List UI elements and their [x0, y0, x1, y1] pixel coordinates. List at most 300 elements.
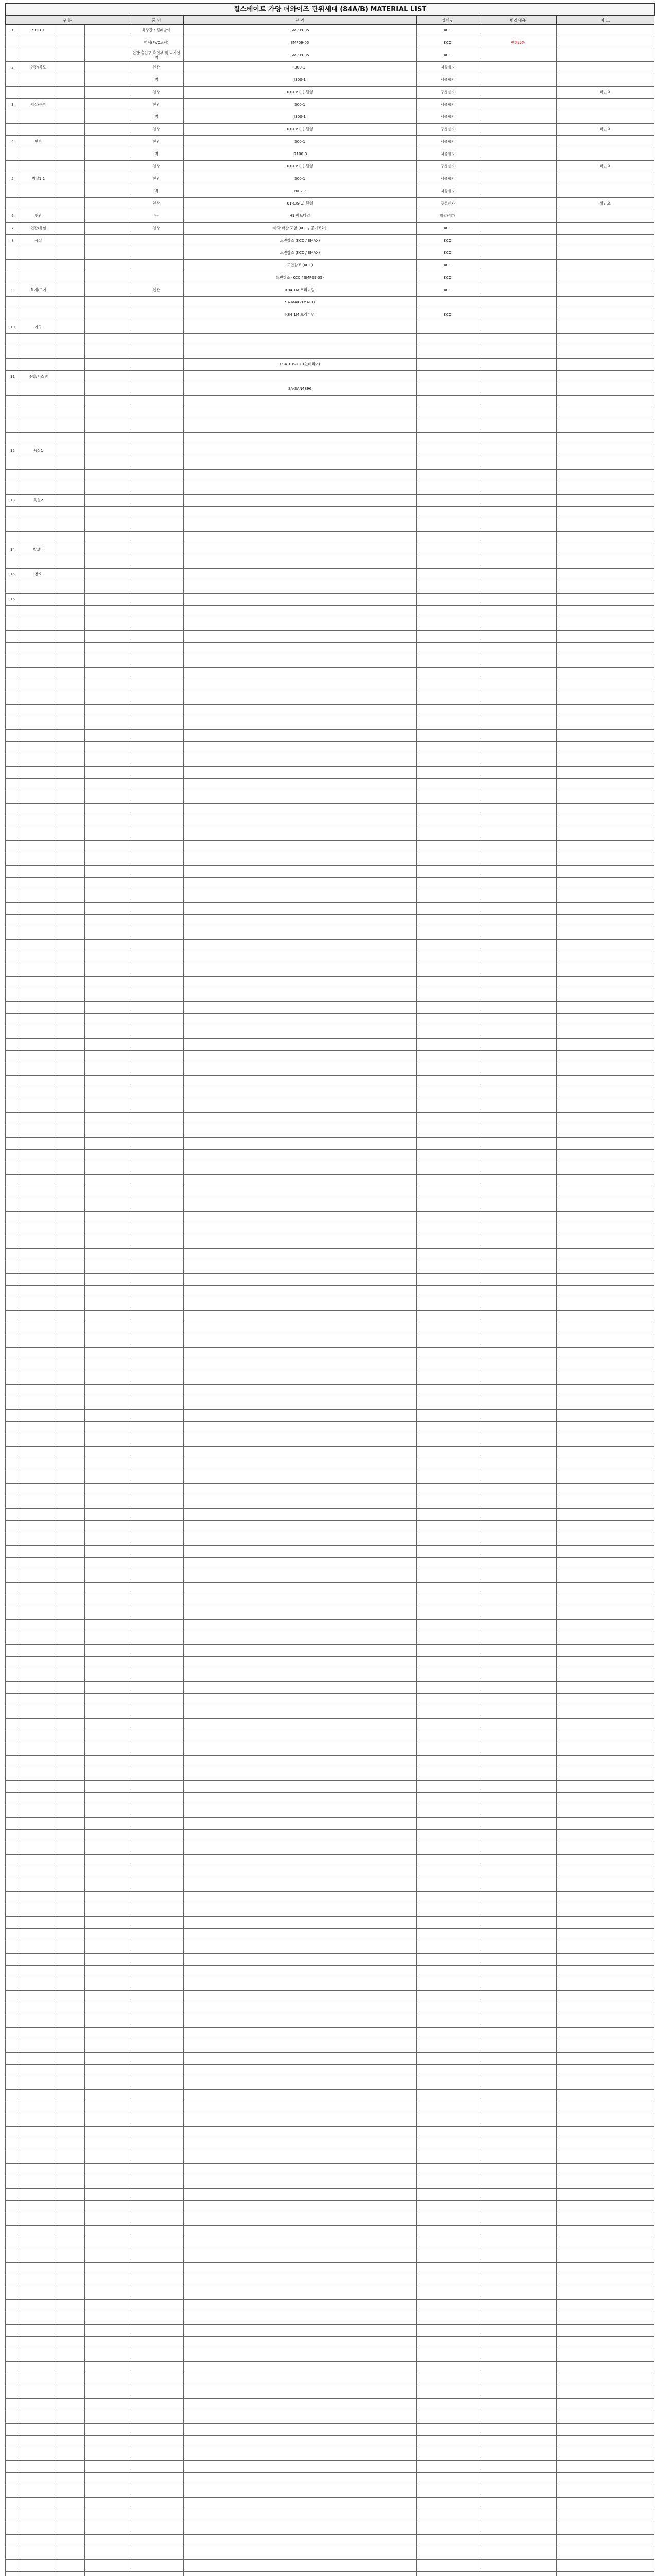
table-row	[6, 1039, 654, 1051]
supplier-cell	[417, 1830, 479, 1842]
detail-cell	[85, 841, 129, 853]
row-number	[6, 1410, 20, 1422]
table-row	[6, 2498, 654, 2510]
spec-cell: K84 1M 프리미엄	[184, 309, 417, 321]
subcategory-cell	[57, 2040, 85, 2053]
supplier-cell	[417, 2337, 479, 2349]
remark-cell	[557, 482, 654, 495]
subcategory-cell	[57, 346, 85, 359]
supplier-cell	[417, 915, 479, 927]
category-cell	[20, 1113, 57, 1125]
subcategory-cell	[57, 1286, 85, 1298]
remark-cell	[557, 1372, 654, 1385]
row-number	[6, 1682, 20, 1694]
remark-cell	[557, 804, 654, 816]
category-cell	[20, 1026, 57, 1039]
subcategory-cell	[57, 1632, 85, 1645]
item-cell	[129, 2213, 184, 2226]
category-cell	[20, 124, 57, 136]
subcategory-cell	[57, 2535, 85, 2547]
table-row	[6, 457, 654, 470]
remark-cell	[557, 185, 654, 198]
change-cell	[479, 594, 557, 606]
item-cell: 천장	[129, 161, 184, 173]
change-cell	[479, 2250, 557, 2263]
detail-cell	[85, 223, 129, 235]
remark-cell	[557, 730, 654, 742]
spec-cell	[184, 927, 417, 940]
change-cell	[479, 952, 557, 964]
spec-cell	[184, 1113, 417, 1125]
item-cell	[129, 2189, 184, 2201]
spec-cell	[184, 754, 417, 767]
detail-cell	[85, 1484, 129, 1496]
spec-cell	[184, 1620, 417, 1632]
subcategory-cell	[57, 754, 85, 767]
change-cell	[479, 791, 557, 804]
subcategory-cell	[57, 1879, 85, 1892]
spec-cell	[184, 828, 417, 841]
category-cell: 목재/도어	[20, 284, 57, 297]
remark-cell	[557, 2473, 654, 2485]
category-cell	[20, 1620, 57, 1632]
row-number	[6, 1187, 20, 1199]
supplier-cell	[417, 1805, 479, 1818]
detail-cell	[85, 1558, 129, 1570]
row-number	[6, 2386, 20, 2399]
item-cell	[129, 2127, 184, 2139]
spec-cell	[184, 1855, 417, 1867]
category-cell	[20, 1385, 57, 1397]
table-row	[6, 1088, 654, 1100]
table-row	[6, 655, 654, 668]
item-cell	[129, 1274, 184, 1286]
supplier-cell: KCC	[417, 260, 479, 272]
spec-cell	[184, 2176, 417, 2189]
spec-cell	[184, 1805, 417, 1818]
table-row	[6, 2374, 654, 2386]
change-cell	[479, 1311, 557, 1323]
item-cell	[129, 853, 184, 866]
table-row	[6, 890, 654, 903]
subcategory-cell	[57, 2077, 85, 2090]
row-number	[6, 1372, 20, 1385]
spec-cell	[184, 1546, 417, 1558]
subcategory-cell	[57, 235, 85, 247]
detail-cell	[85, 433, 129, 445]
supplier-cell	[417, 334, 479, 346]
item-cell	[129, 742, 184, 754]
detail-cell	[85, 49, 129, 62]
remark-cell	[557, 2189, 654, 2201]
detail-cell	[85, 445, 129, 457]
category-cell	[20, 2189, 57, 2201]
remark-cell	[557, 1039, 654, 1051]
change-cell	[479, 1917, 557, 1929]
detail-cell	[85, 1781, 129, 1793]
table-row	[6, 2510, 654, 2522]
category-cell: 현관/복도	[20, 62, 57, 74]
category-cell	[20, 1904, 57, 1917]
detail-cell	[85, 1348, 129, 1360]
detail-cell	[85, 816, 129, 828]
spec-cell	[184, 569, 417, 581]
row-number	[6, 927, 20, 940]
change-cell	[479, 1929, 557, 1941]
item-cell	[129, 2003, 184, 2015]
row-number: 9	[6, 284, 20, 297]
table-row	[6, 816, 654, 828]
change-cell	[479, 1892, 557, 1904]
table-row	[6, 198, 654, 210]
remark-cell	[557, 1360, 654, 1372]
remark-cell: 확인요	[557, 87, 654, 99]
subcategory-cell	[57, 1546, 85, 1558]
item-cell	[129, 2053, 184, 2065]
supplier-cell	[417, 1496, 479, 1509]
remark-cell	[557, 1261, 654, 1274]
detail-cell	[85, 2151, 129, 2164]
subcategory-cell	[57, 1138, 85, 1150]
change-cell	[479, 223, 557, 235]
category-cell	[20, 2535, 57, 2547]
subcategory-cell	[57, 2015, 85, 2028]
category-cell	[20, 1818, 57, 1830]
row-number	[6, 2151, 20, 2164]
table-row	[6, 445, 654, 457]
item-cell	[129, 606, 184, 618]
table-row	[6, 878, 654, 890]
supplier-cell	[417, 1842, 479, 1855]
row-number	[6, 1694, 20, 1706]
row-number	[6, 1348, 20, 1360]
supplier-cell	[417, 1929, 479, 1941]
remark-cell	[557, 25, 654, 37]
table-row	[6, 1138, 654, 1150]
subcategory-cell	[57, 1484, 85, 1496]
detail-cell	[85, 1731, 129, 1743]
remark-cell	[557, 1212, 654, 1224]
row-number	[6, 2547, 20, 2560]
item-cell	[129, 1385, 184, 1397]
change-cell	[479, 1706, 557, 1719]
supplier-cell	[417, 2238, 479, 2250]
subcategory-cell	[57, 1410, 85, 1422]
spec-cell	[184, 2151, 417, 2164]
spec-cell	[184, 2250, 417, 2263]
detail-cell	[85, 1595, 129, 1607]
table-row	[6, 853, 654, 866]
item-cell	[129, 1731, 184, 1743]
remark-cell	[557, 2572, 654, 2576]
detail-cell	[85, 396, 129, 408]
category-cell: 창호	[20, 569, 57, 581]
row-number	[6, 2522, 20, 2535]
spec-cell	[184, 866, 417, 878]
spec-cell	[184, 420, 417, 433]
supplier-cell	[417, 470, 479, 482]
row-number	[6, 791, 20, 804]
remark-cell	[557, 866, 654, 878]
category-cell	[20, 1521, 57, 1533]
supplier-cell: KCC	[417, 235, 479, 247]
spec-cell	[184, 1014, 417, 1026]
remark-cell	[557, 1657, 654, 1669]
detail-cell	[85, 705, 129, 717]
detail-cell	[85, 1867, 129, 1879]
subcategory-cell	[57, 866, 85, 878]
table-row	[6, 2102, 654, 2114]
row-number: 11	[6, 371, 20, 383]
detail-cell	[85, 1212, 129, 1224]
category-cell	[20, 742, 57, 754]
subcategory-cell	[57, 1323, 85, 1335]
remark-cell	[557, 1187, 654, 1199]
row-number	[6, 2287, 20, 2300]
table-row	[6, 2287, 654, 2300]
detail-cell	[85, 903, 129, 915]
subcategory-cell	[57, 1063, 85, 1076]
change-cell	[479, 2448, 557, 2461]
subcategory-cell	[57, 1904, 85, 1917]
row-number	[6, 1323, 20, 1335]
remark-cell	[557, 346, 654, 359]
spec-cell	[184, 2473, 417, 2485]
row-number	[6, 1805, 20, 1818]
table-row	[6, 2448, 654, 2461]
change-cell	[479, 2411, 557, 2424]
category-cell: 현관	[20, 210, 57, 223]
row-number	[6, 1991, 20, 2003]
spec-cell	[184, 1830, 417, 1842]
supplier-cell	[417, 581, 479, 594]
remark-cell	[557, 841, 654, 853]
item-cell	[129, 408, 184, 420]
change-cell	[479, 2312, 557, 2325]
remark-cell	[557, 2287, 654, 2300]
remark-cell	[557, 2300, 654, 2312]
row-number	[6, 1879, 20, 1892]
row-number	[6, 668, 20, 680]
spec-cell	[184, 2436, 417, 2448]
item-cell	[129, 2424, 184, 2436]
category-cell	[20, 1335, 57, 1348]
table-row	[6, 1756, 654, 1768]
row-number	[6, 198, 20, 210]
remark-cell	[557, 1583, 654, 1595]
supplier-cell	[417, 2287, 479, 2300]
subcategory-cell	[57, 2424, 85, 2436]
category-cell	[20, 1076, 57, 1088]
remark-cell	[557, 927, 654, 940]
item-cell	[129, 1904, 184, 1917]
change-cell	[479, 655, 557, 668]
row-number	[6, 1360, 20, 1372]
table-row	[6, 1249, 654, 1261]
change-cell	[479, 408, 557, 420]
item-cell	[129, 2498, 184, 2510]
subcategory-cell	[57, 2560, 85, 2572]
detail-cell	[85, 25, 129, 37]
spec-cell	[184, 1756, 417, 1768]
subcategory-cell	[57, 594, 85, 606]
subcategory-cell	[57, 2436, 85, 2448]
category-cell	[20, 717, 57, 730]
category-cell	[20, 1138, 57, 1150]
supplier-cell	[417, 767, 479, 779]
supplier-cell	[417, 1756, 479, 1768]
change-cell	[479, 1719, 557, 1731]
supplier-cell	[417, 1286, 479, 1298]
spec-cell	[184, 1249, 417, 1261]
item-cell	[129, 2139, 184, 2151]
spec-cell	[184, 989, 417, 1002]
supplier-cell	[417, 2510, 479, 2522]
table-row	[6, 2090, 654, 2102]
change-cell	[479, 2498, 557, 2510]
row-number: 7	[6, 223, 20, 235]
item-cell: 현관 출입구 측면부 및 디자인벽	[129, 49, 184, 62]
remark-cell	[557, 1323, 654, 1335]
spec-cell: 도면참조 (KCC / SMAX)	[184, 247, 417, 260]
supplier-cell	[417, 1595, 479, 1607]
item-cell	[129, 1583, 184, 1595]
category-cell	[20, 2127, 57, 2139]
remark-cell	[557, 99, 654, 111]
item-cell	[129, 2263, 184, 2275]
item-cell	[129, 1261, 184, 1274]
supplier-cell	[417, 791, 479, 804]
spec-cell	[184, 594, 417, 606]
subcategory-cell	[57, 730, 85, 742]
supplier-cell: KCC	[417, 49, 479, 62]
table-row	[6, 1026, 654, 1039]
change-cell	[479, 2510, 557, 2522]
supplier-cell	[417, 297, 479, 309]
table-row	[6, 2226, 654, 2238]
category-cell	[20, 1063, 57, 1076]
subcategory-cell	[57, 2547, 85, 2560]
spec-cell	[184, 1026, 417, 1039]
remark-cell	[557, 754, 654, 767]
detail-cell	[85, 1892, 129, 1904]
table-row	[6, 1867, 654, 1879]
subcategory-cell	[57, 606, 85, 618]
change-cell	[479, 1471, 557, 1484]
item-cell	[129, 1793, 184, 1805]
detail-cell	[85, 1286, 129, 1298]
table-row	[6, 977, 654, 989]
supplier-cell	[417, 1113, 479, 1125]
supplier-cell	[417, 643, 479, 655]
category-cell	[20, 457, 57, 470]
item-cell	[129, 1595, 184, 1607]
detail-cell	[85, 2053, 129, 2065]
supplier-cell	[417, 1867, 479, 1879]
remark-cell	[557, 1199, 654, 1212]
remark-cell	[557, 964, 654, 977]
subcategory-cell	[57, 1051, 85, 1063]
item-cell	[129, 556, 184, 569]
row-number	[6, 903, 20, 915]
spec-cell	[184, 1719, 417, 1731]
remark-cell	[557, 1879, 654, 1892]
spec-cell	[184, 1372, 417, 1385]
change-cell	[479, 272, 557, 284]
remark-cell	[557, 408, 654, 420]
subcategory-cell	[57, 927, 85, 940]
table-row	[6, 1212, 654, 1224]
table-row	[6, 1459, 654, 1471]
spec-cell	[184, 1879, 417, 1892]
change-cell	[479, 680, 557, 692]
row-number	[6, 2535, 20, 2547]
table-row	[6, 1100, 654, 1113]
table-row	[6, 841, 654, 853]
change-cell	[479, 779, 557, 791]
item-cell: 벽	[129, 185, 184, 198]
subcategory-cell	[57, 767, 85, 779]
change-cell	[479, 2349, 557, 2362]
detail-cell	[85, 2250, 129, 2263]
remark-cell	[557, 977, 654, 989]
remark-cell	[557, 457, 654, 470]
supplier-cell	[417, 1199, 479, 1212]
remark-cell	[557, 383, 654, 396]
row-number	[6, 940, 20, 952]
category-cell	[20, 791, 57, 804]
change-cell	[479, 1991, 557, 2003]
table-row	[6, 2337, 654, 2349]
remark-cell	[557, 1484, 654, 1496]
table-row	[6, 668, 654, 680]
change-cell	[479, 1051, 557, 1063]
spec-cell	[184, 2238, 417, 2250]
supplier-cell	[417, 1162, 479, 1175]
row-number	[6, 2176, 20, 2189]
change-cell	[479, 730, 557, 742]
item-cell	[129, 1607, 184, 1620]
subcategory-cell	[57, 1657, 85, 1669]
item-cell	[129, 1632, 184, 1645]
item-cell	[129, 1546, 184, 1558]
row-number	[6, 767, 20, 779]
spec-cell: 01-C/S(1) 원형	[184, 87, 417, 99]
supplier-cell	[417, 371, 479, 383]
change-cell	[479, 1323, 557, 1335]
table-row	[6, 2040, 654, 2053]
supplier-cell	[417, 2399, 479, 2411]
detail-cell	[85, 2399, 129, 2411]
table-row	[6, 74, 654, 87]
subcategory-cell	[57, 1162, 85, 1175]
category-cell	[20, 185, 57, 198]
spec-cell	[184, 2102, 417, 2114]
change-cell	[479, 185, 557, 198]
row-number	[6, 334, 20, 346]
supplier-cell: 서울제지	[417, 111, 479, 124]
table-row	[6, 1669, 654, 1682]
supplier-cell	[417, 420, 479, 433]
table-body	[6, 25, 654, 2576]
supplier-cell	[417, 2127, 479, 2139]
remark-cell	[557, 532, 654, 544]
supplier-cell	[417, 1002, 479, 1014]
supplier-cell	[417, 321, 479, 334]
table-row	[6, 99, 654, 111]
item-cell	[129, 791, 184, 804]
remark-cell	[557, 1311, 654, 1323]
